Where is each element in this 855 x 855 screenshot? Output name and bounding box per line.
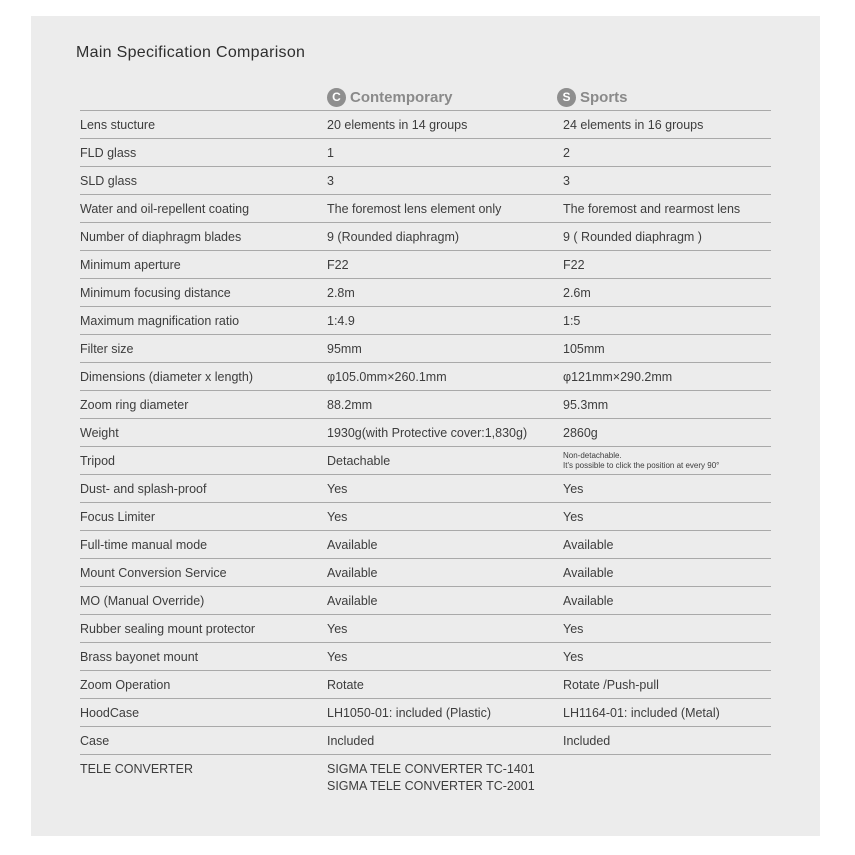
contemporary-value: Available [327, 538, 378, 552]
table-row [80, 754, 771, 798]
column-header-sports [557, 84, 628, 110]
contemporary-value: 9 (Rounded diaphragm) [327, 230, 460, 244]
table-row [80, 110, 771, 138]
contemporary-value: 88.2mm [327, 398, 373, 412]
sports-value: Yes [563, 622, 584, 636]
table-row [80, 726, 771, 754]
sports-badge-icon: S [557, 88, 576, 107]
sports-value: 9 ( Rounded diaphragm ) [563, 230, 702, 244]
sports-value: F22 [563, 258, 585, 272]
table-row [80, 194, 771, 222]
contemporary-value: Yes [327, 650, 348, 664]
row-label: Lens stucture [80, 118, 156, 132]
contemporary-value: φ105.0mm×260.1mm [327, 370, 447, 384]
table-row [80, 334, 771, 362]
table-row [80, 390, 771, 418]
row-label: Minimum focusing distance [80, 286, 231, 300]
contemporary-value: F22 [327, 258, 349, 272]
contemporary-value: Included [327, 734, 375, 748]
row-label: Water and oil-repellent coating [80, 202, 250, 216]
sports-value: 95.3mm [563, 398, 609, 412]
table-row [80, 502, 771, 530]
sports-value: LH1164-01: included (Metal) [563, 706, 720, 720]
row-label: Mount Conversion Service [80, 566, 227, 580]
page-title: Main Specification Comparison [76, 44, 306, 61]
sports-value: Yes [563, 510, 584, 524]
sports-value: Included [563, 734, 611, 748]
table-row [80, 642, 771, 670]
row-label: Maximum magnification ratio [80, 314, 240, 328]
sports-value: 2860g [563, 426, 598, 440]
sports-value-line: It's possible to click the position at every 90° [563, 461, 720, 470]
sports-value: Yes [563, 650, 584, 664]
row-label: Case [80, 734, 110, 748]
contemporary-value: 3 [327, 174, 334, 188]
sports-value: 24 elements in 16 groups [563, 118, 704, 132]
sports-value: The foremost and rearmost lens [563, 202, 741, 216]
table-row [80, 558, 771, 586]
table-row [80, 586, 771, 614]
column-label: Contemporary [350, 88, 453, 106]
row-label: Dimensions (diameter x length) [80, 370, 253, 384]
sports-value: Available [563, 566, 614, 580]
table-row [80, 222, 771, 250]
contemporary-value: Yes [327, 482, 348, 496]
row-label: FLD glass [80, 146, 137, 160]
spec-table [80, 110, 771, 798]
sports-value: 2.6m [563, 286, 591, 300]
table-row [80, 446, 771, 474]
contemporary-value: 2.8m [327, 286, 355, 300]
row-label: Brass bayonet mount [80, 650, 199, 664]
sports-value: 2 [563, 146, 570, 160]
contemporary-value: 20 elements in 14 groups [327, 118, 468, 132]
table-row [80, 418, 771, 446]
column-header-contemporary [327, 84, 453, 110]
contemporary-value: Yes [327, 622, 348, 636]
sports-value: 3 [563, 174, 570, 188]
sports-value: Available [563, 538, 614, 552]
contemporary-value: 1 [327, 146, 334, 160]
contemporary-value [327, 761, 535, 795]
table-row [80, 362, 771, 390]
contemporary-value: Rotate [327, 678, 364, 692]
table-row [80, 138, 771, 166]
row-label: Filter size [80, 342, 134, 356]
row-label: TELE CONVERTER [80, 762, 193, 776]
table-row [80, 306, 771, 334]
sports-value [563, 451, 719, 471]
column-label: Sports [580, 88, 628, 106]
contemporary-value: LH1050-01: included (Plastic) [327, 706, 491, 720]
contemporary-value: Available [327, 566, 378, 580]
contemporary-value: Detachable [327, 454, 391, 468]
sports-value: Available [563, 594, 614, 608]
contemporary-value: 95mm [327, 342, 362, 356]
row-label: HoodCase [80, 706, 140, 720]
contemporary-value: Yes [327, 510, 348, 524]
row-label: Tripod [80, 454, 115, 468]
row-label: Full-time manual mode [80, 538, 208, 552]
sports-value: Yes [563, 482, 584, 496]
table-row [80, 670, 771, 698]
table-row [80, 250, 771, 278]
table-row [80, 614, 771, 642]
row-label: Number of diaphragm blades [80, 230, 242, 244]
contemporary-value: 1:4.9 [327, 314, 355, 328]
sports-value: φ121mm×290.2mm [563, 370, 673, 384]
row-label: Minimum aperture [80, 258, 181, 272]
row-label: SLD glass [80, 174, 137, 188]
table-row [80, 698, 771, 726]
row-label: Rubber sealing mount protector [80, 622, 256, 636]
row-label: Focus Limiter [80, 510, 156, 524]
row-label: MO (Manual Override) [80, 594, 205, 608]
sports-value: 1:5 [563, 314, 581, 328]
contemporary-badge-icon: C [327, 88, 346, 107]
contemporary-value-line: SIGMA TELE CONVERTER TC-1401 [327, 762, 535, 776]
contemporary-value: 1930g(with Protective cover:1,830g) [327, 426, 528, 440]
row-label: Zoom Operation [80, 678, 171, 692]
table-row [80, 166, 771, 194]
sports-value: 105mm [563, 342, 605, 356]
contemporary-value: Available [327, 594, 378, 608]
table-row [80, 530, 771, 558]
table-row [80, 474, 771, 502]
contemporary-value-line: SIGMA TELE CONVERTER TC-2001 [327, 779, 535, 793]
contemporary-value: The foremost lens element only [327, 202, 502, 216]
row-label: Weight [80, 426, 119, 440]
row-label: Dust- and splash-proof [80, 482, 207, 496]
spec-panel [31, 16, 820, 836]
row-label: Zoom ring diameter [80, 398, 189, 412]
sports-value: Rotate /Push-pull [563, 678, 659, 692]
table-row [80, 278, 771, 306]
sports-value-line: Non-detachable. [563, 451, 622, 460]
